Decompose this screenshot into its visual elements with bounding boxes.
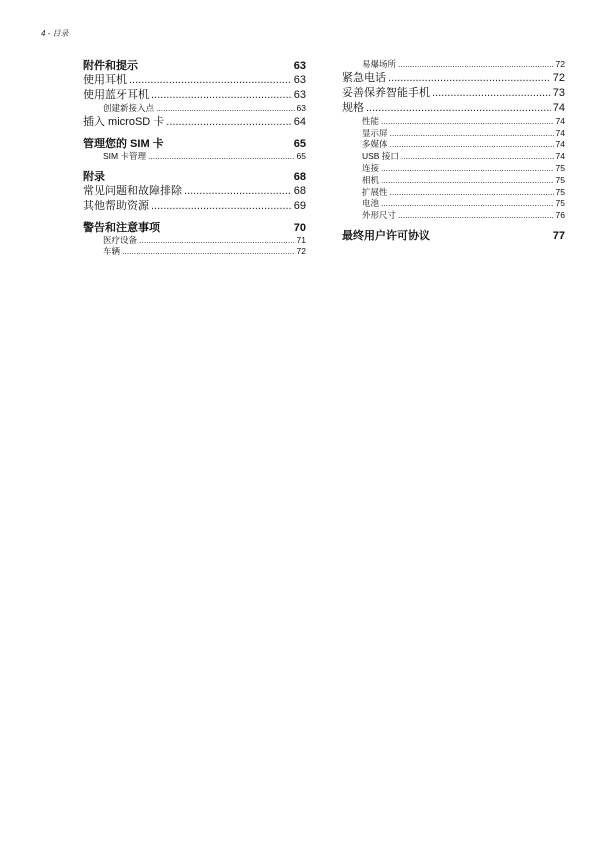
leader-dots bbox=[129, 73, 292, 88]
toc-entry-page: 74 bbox=[555, 151, 565, 162]
page-header: 4 - 目录 bbox=[41, 29, 69, 38]
toc-entry-title: 其他帮助资源 bbox=[83, 199, 149, 212]
toc-entry-title: 连接 bbox=[362, 162, 380, 173]
toc-entry-title: 附件和提示 bbox=[83, 60, 138, 72]
toc-entry-page: 74 bbox=[555, 139, 565, 150]
leader-dots bbox=[390, 187, 554, 199]
toc-entry[interactable] bbox=[83, 59, 306, 73]
toc-entry[interactable] bbox=[342, 198, 565, 210]
toc-entry-page: 74 bbox=[552, 101, 565, 114]
leader-dots bbox=[398, 59, 554, 71]
toc-entry-page: 70 bbox=[293, 221, 306, 234]
toc-entry-page: 76 bbox=[555, 210, 565, 221]
toc-entry-title: 性能 bbox=[362, 115, 380, 126]
toc-entry[interactable] bbox=[83, 103, 306, 115]
leader-dots bbox=[156, 103, 295, 115]
toc-entry-page: 65 bbox=[296, 150, 306, 161]
leader-dots bbox=[401, 151, 554, 163]
toc-entry[interactable] bbox=[83, 151, 306, 163]
leader-dots bbox=[381, 198, 554, 210]
leader-dots bbox=[151, 199, 292, 214]
toc-entry[interactable] bbox=[342, 187, 565, 199]
leader-dots bbox=[151, 88, 292, 103]
toc-entry-title: 使用蓝牙耳机 bbox=[83, 89, 149, 101]
toc-entry-page: 75 bbox=[555, 162, 565, 173]
toc-entry-page: 73 bbox=[552, 86, 565, 99]
leader-dots bbox=[122, 246, 295, 258]
toc-entry-page: 77 bbox=[552, 229, 565, 242]
toc-entry[interactable] bbox=[83, 137, 306, 151]
toc-entry-page: 64 bbox=[293, 115, 306, 128]
toc-entry-title: 创建新接入点 bbox=[103, 103, 155, 113]
toc-entry[interactable] bbox=[83, 221, 306, 235]
toc-entry-title: 多媒体 bbox=[362, 139, 388, 150]
toc-entry-title: SIM 卡管理 bbox=[103, 150, 146, 161]
toc-entry[interactable] bbox=[342, 128, 565, 140]
toc-right-column bbox=[342, 59, 565, 243]
toc-left-column bbox=[83, 59, 306, 258]
toc-entry-page: 71 bbox=[296, 234, 306, 245]
toc-entry-title: 附录 bbox=[83, 170, 105, 183]
toc-entry[interactable] bbox=[342, 116, 565, 128]
toc-entry-title: 最终用户许可协议 bbox=[342, 229, 430, 242]
toc-entry-title: 插入 microSD 卡 bbox=[83, 115, 165, 128]
toc-entry-title: 扩展性 bbox=[362, 186, 388, 197]
toc-entry[interactable] bbox=[342, 101, 565, 116]
toc-entry-title: 常见问题和故障排除 bbox=[83, 184, 182, 197]
toc-entry-page: 68 bbox=[293, 184, 306, 197]
toc-entry-page: 69 bbox=[293, 199, 306, 212]
toc-entry[interactable] bbox=[342, 59, 565, 71]
toc-entry-title: 医疗设备 bbox=[103, 234, 138, 245]
toc-entry[interactable] bbox=[342, 210, 565, 222]
toc-entry-page: 63 bbox=[293, 74, 306, 86]
leader-dots bbox=[166, 115, 291, 130]
toc-entry-title: 车辆 bbox=[103, 246, 121, 257]
leader-dots bbox=[381, 116, 554, 128]
toc-entry[interactable] bbox=[83, 199, 306, 214]
toc-entry[interactable] bbox=[83, 184, 306, 199]
toc-entry-title: 警告和注意事项 bbox=[83, 221, 160, 234]
toc-entry-page: 74 bbox=[555, 115, 565, 126]
leader-dots bbox=[390, 139, 554, 151]
toc-entry[interactable] bbox=[342, 229, 565, 243]
toc-entry-page: 65 bbox=[293, 137, 306, 150]
toc-entry-page: 72 bbox=[296, 246, 306, 257]
leader-dots bbox=[432, 86, 551, 101]
toc-entry[interactable] bbox=[342, 163, 565, 175]
leader-dots bbox=[398, 210, 554, 222]
toc-entry-page: 63 bbox=[296, 103, 306, 113]
toc-entry[interactable] bbox=[342, 71, 565, 86]
leader-dots bbox=[388, 71, 551, 86]
toc-entry-page: 63 bbox=[293, 89, 306, 101]
toc-entry-title: 规格 bbox=[342, 101, 364, 114]
toc-entry-page: 72 bbox=[552, 71, 565, 84]
leader-dots bbox=[366, 101, 551, 116]
leader-dots bbox=[381, 175, 554, 187]
toc-entry-page: 75 bbox=[555, 198, 565, 209]
toc-entry-page: 68 bbox=[293, 170, 306, 183]
leader-dots bbox=[184, 184, 292, 199]
toc-entry-title: USB 接口 bbox=[362, 151, 399, 162]
toc-entry-page: 63 bbox=[293, 60, 306, 72]
toc-entry-title: 紧急电话 bbox=[342, 71, 386, 84]
toc-entry-title: 外形尺寸 bbox=[362, 210, 397, 221]
toc-entry[interactable] bbox=[83, 73, 306, 88]
leader-dots bbox=[148, 151, 295, 163]
toc-entry-title: 相机 bbox=[362, 174, 380, 185]
toc-entry[interactable] bbox=[83, 235, 306, 247]
toc-entry[interactable] bbox=[342, 151, 565, 163]
leader-dots bbox=[390, 128, 554, 140]
toc-entry-title: 妥善保养智能手机 bbox=[342, 86, 430, 99]
toc-entry-title: 使用耳机 bbox=[83, 74, 127, 86]
toc-entry[interactable] bbox=[83, 88, 306, 103]
toc-entry-page: 72 bbox=[555, 59, 565, 69]
toc-entry[interactable] bbox=[342, 86, 565, 101]
toc-entry-page: 74 bbox=[555, 127, 565, 138]
toc-entry-title: 显示屏 bbox=[362, 127, 388, 138]
toc-entry-title: 易爆场所 bbox=[362, 59, 397, 69]
toc-entry[interactable] bbox=[83, 246, 306, 258]
toc-entry-title: 管理您的 SIM 卡 bbox=[83, 137, 164, 150]
toc-entry-page: 75 bbox=[555, 186, 565, 197]
leader-dots bbox=[139, 235, 295, 247]
toc-entry-page: 75 bbox=[555, 174, 565, 185]
leader-dots bbox=[381, 163, 554, 175]
toc-entry[interactable] bbox=[342, 139, 565, 151]
toc-entry-title: 电池 bbox=[362, 198, 380, 209]
toc-entry[interactable] bbox=[83, 170, 306, 184]
toc-entry[interactable] bbox=[83, 115, 306, 130]
toc-entry[interactable] bbox=[342, 175, 565, 187]
